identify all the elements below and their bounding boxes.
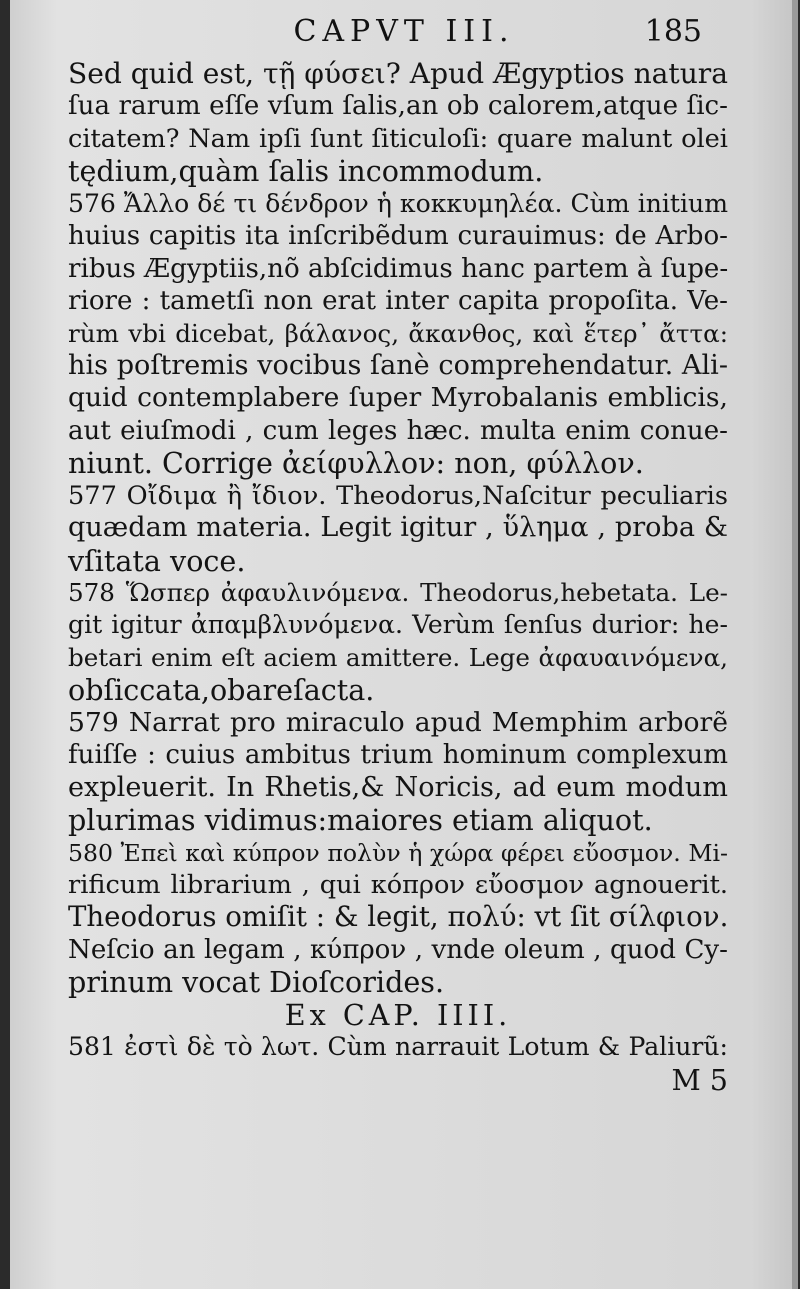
text-line: 580 Ἐπεὶ καὶ κύπρον πολὺν ἡ χώρα φέρει εὔοσμον. Mi- [68,838,728,867]
text-line: prinum vocat Dioſcorides. [68,965,445,1000]
text-line: rificum librarium , qui κόπρον εὔοσμον agnouerit. [68,869,728,900]
text-line: niunt. Corrige ἀείφυλλον: non, φύλλον. [68,446,644,481]
text-line: 581 ἐστὶ δὲ τὸ λωτ. Cùm narrauit Lotum & Paliurũ: [68,1032,728,1062]
text-line: quædam materia. Legit igitur , ὕλημα , proba & [68,512,728,544]
text-line: vſitata voce. [68,543,246,578]
text-line: citatem? Nam ipſi ſunt ſiticuloſi: quare malunt olei [68,123,728,154]
text-line: Sed quid est, τῇ φύσει? Apud Ægyptios natura [68,57,728,90]
text-line: huius capitis ita inſcribẽdum curauimus: de Arbo- [68,221,728,252]
text-line: rùm vbi dicebat, βάλανος, ἄκανθος, καὶ ἕτερ᾽ ἄττα: [68,318,728,348]
book-page [10,0,798,1289]
text-line: obſiccata,obareſacta. [68,673,375,708]
text-line: 579 Narrat pro miraculo apud Memphim arborẽ [68,706,728,738]
text-line: Neſcio an legam , κύπρον , vnde oleum , quod Cy- [68,934,728,965]
text-line: 578 Ὥσπερ ἀφαυλινόμενα. Theodorus,hebetata. Le- [68,578,728,607]
text-line: 576 Ἄλλο δέ τι δένδρον ἡ κοκκυμηλέα. Cùm initium [68,188,728,218]
text-line: 577 Οἴδιμα ἢ ἴδιον. Theodorus,Naſcitur peculiaris [68,480,728,511]
text-line: tędium,quàm ſalis incommodum. [68,154,544,189]
page-header [10,14,798,58]
text-line: betari enim eſt aciem amittere. Lege ἀφαυαινόμενα, [68,642,728,672]
text-line: aut eiuſmodi , cum leges hæc. multa enim conue- [68,415,728,446]
text-line: git igitur ἀπαμβλυνόμενα. Verùm ſenſus durior: he- [68,610,728,640]
text-line: plurimas vidimus:maiores etiam aliquot. [68,803,653,838]
text-line: his poſtremis vocibus ſanè comprehendatur. Ali- [68,349,728,381]
section-heading: Ex CAP. IIII. [284,997,512,1032]
text-line: riore : tametſi non erat inter capita propoſita. Ve- [68,286,728,317]
text-line: expleuerit. In Rhetis,& Noricis, ad eum modum [68,771,728,803]
text-line: Theodorus omiſit : & legit, πολύ: vt ſit σίλφιον. [68,900,729,934]
page-number: 185 [644,14,702,49]
text-line: fuiſſe : cuius ambitus trium hominum complexum [68,740,728,771]
text-line: ſua rarum eſſe vſum ſalis,an ob calorem,atque ſic- [68,91,728,122]
signature-mark: M 5 [671,1062,728,1097]
text-line: quid contemplabere ſuper Myrobalanis emblicis, [68,382,728,414]
body-text [68,58,728,1096]
running-head: CAPVT III. [293,14,515,49]
text-line: ribus Ægyptiis,nõ abſcidimus hanc partem à ſupe- [68,253,729,284]
